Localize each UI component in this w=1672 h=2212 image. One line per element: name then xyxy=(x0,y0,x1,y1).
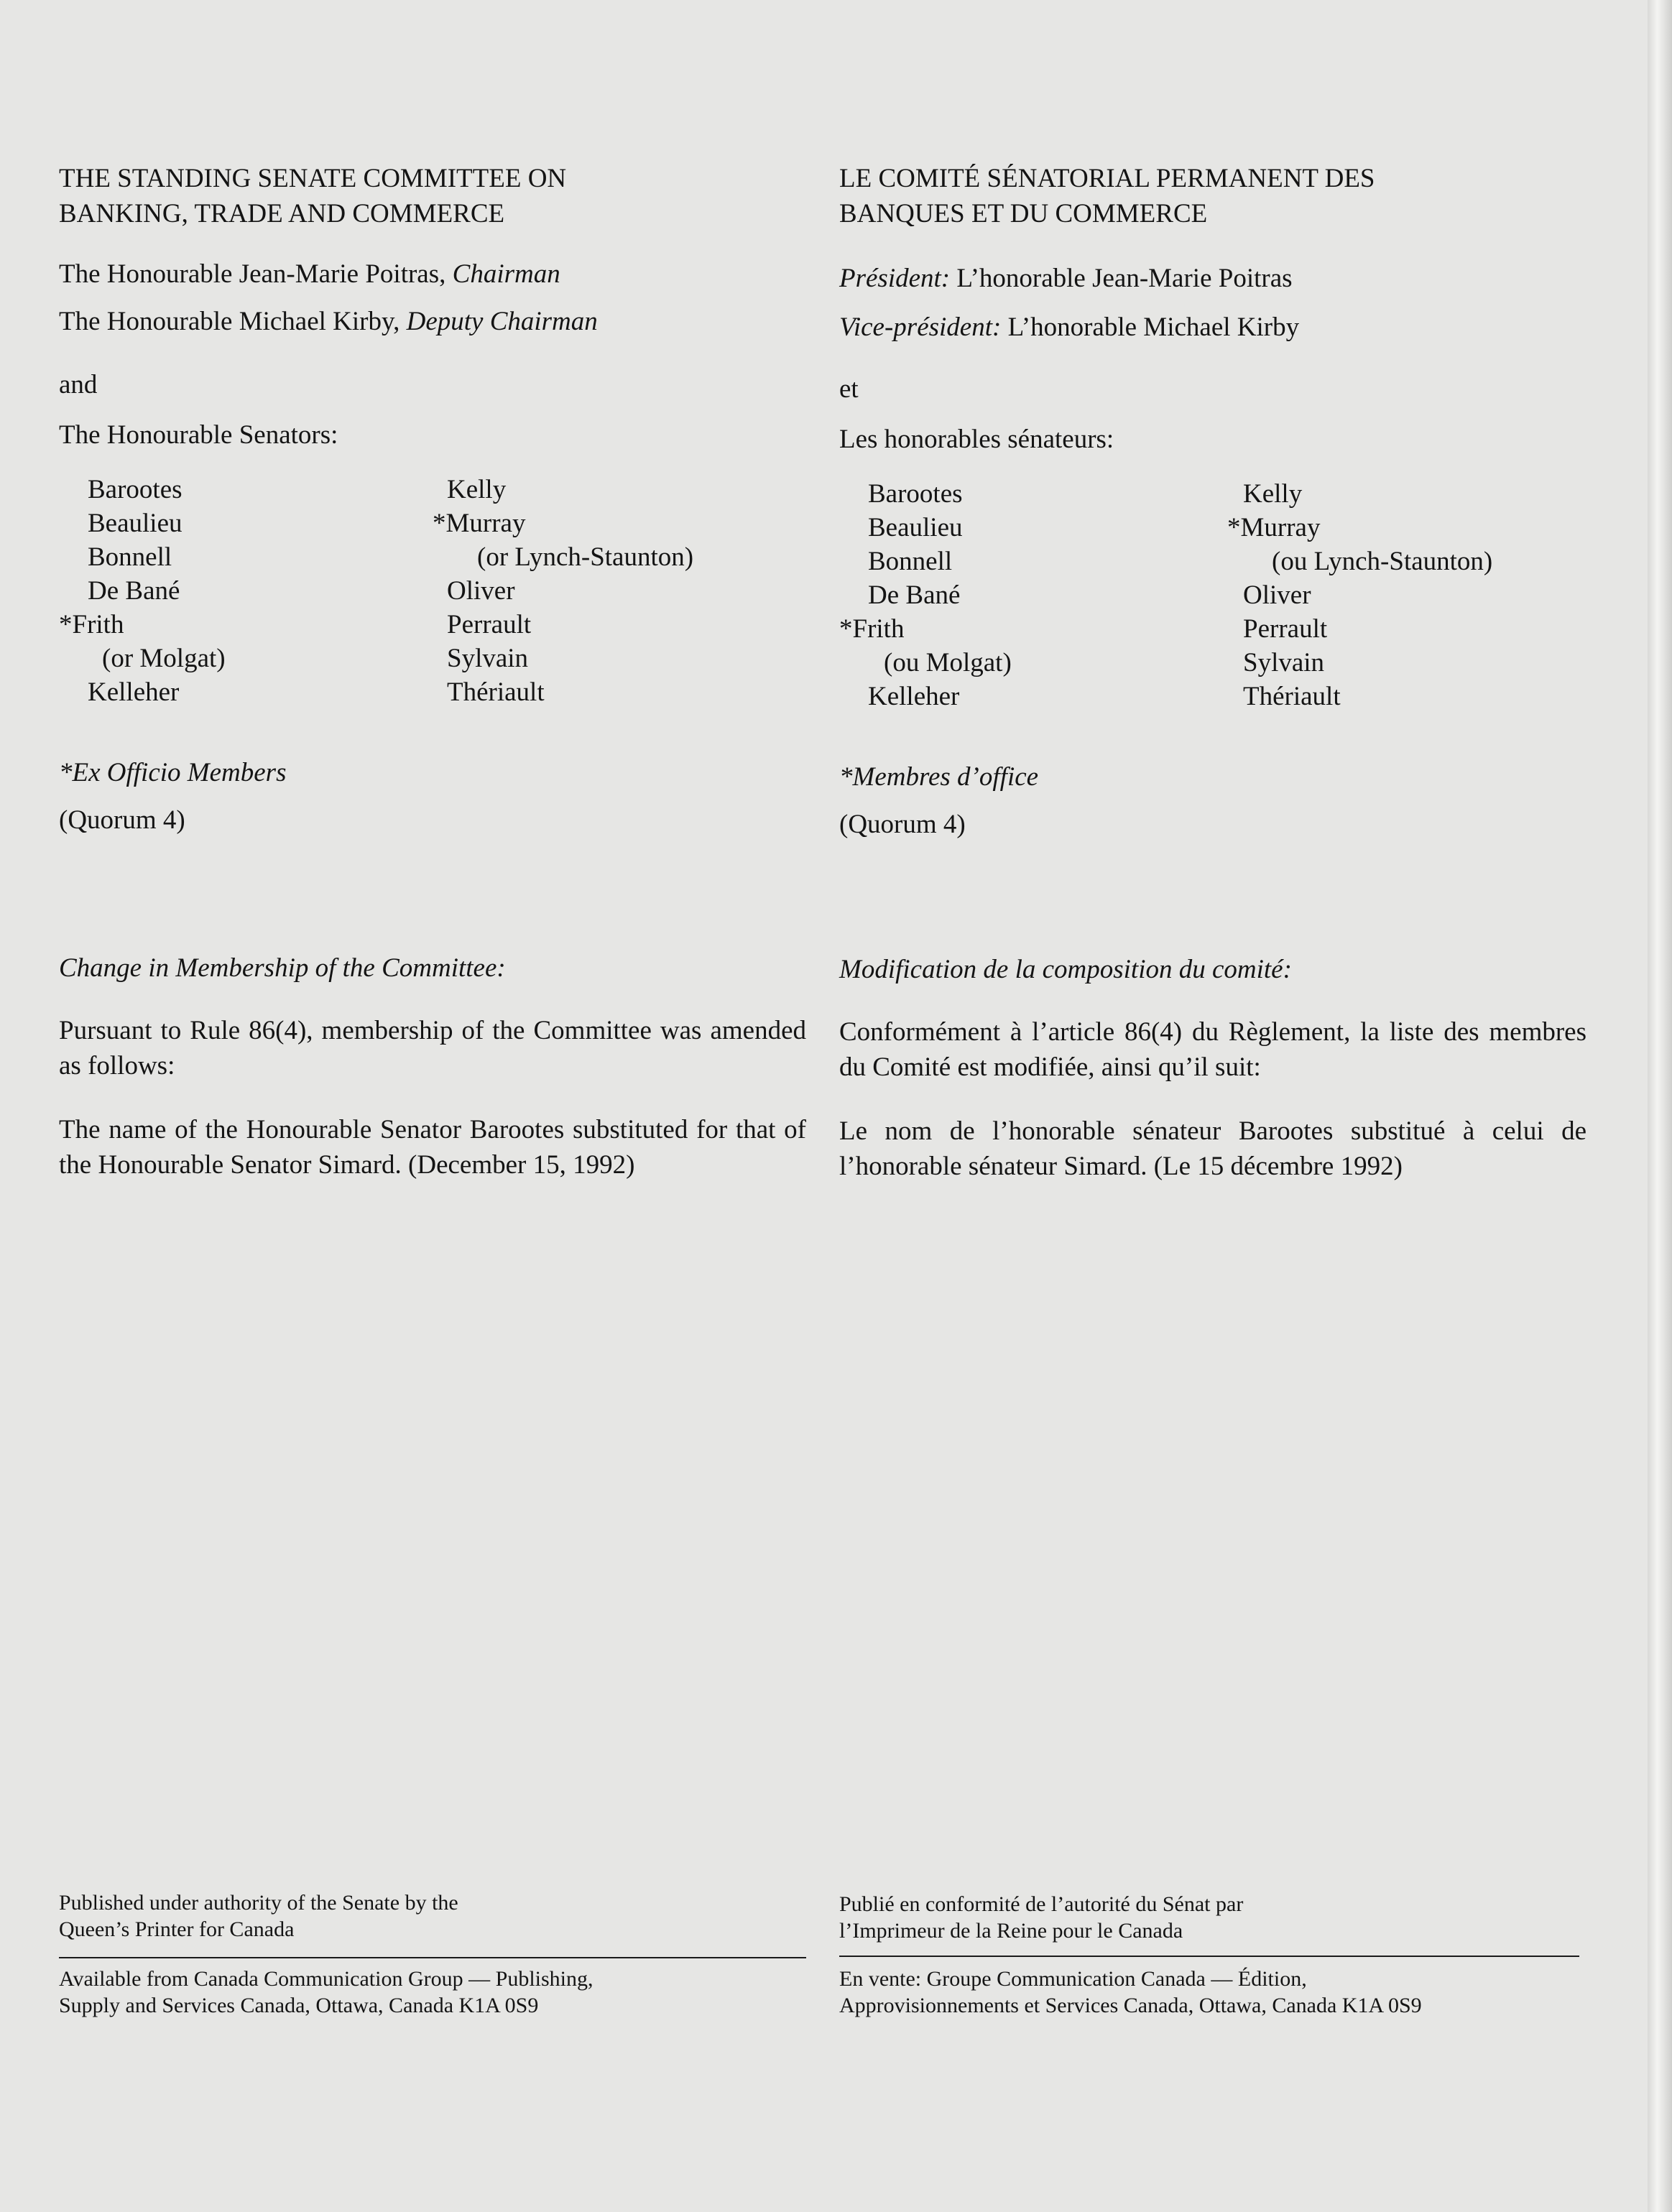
member-name: Thériault xyxy=(1243,682,1341,711)
published-line: Queen’s Printer for Canada xyxy=(59,1917,295,1941)
chairman-line xyxy=(59,257,560,292)
published-line: Published under authority of the Senate by the xyxy=(59,1891,458,1915)
quorum-note: (Quorum 4) xyxy=(839,810,966,839)
member-alternate: (or Molgat) xyxy=(102,644,226,673)
member-name: Oliver xyxy=(447,576,515,606)
published-notice xyxy=(59,1889,458,1943)
vice-president-title: Vice-président: xyxy=(839,313,1002,342)
members-list-left xyxy=(839,477,1170,713)
membership-change-heading: Modification de la composition du comité: xyxy=(839,955,1292,984)
heading-line: LE COMITÉ SÉNATORIAL PERMANENT DES xyxy=(839,164,1375,193)
availability-notice xyxy=(59,1966,593,2019)
ex-officio-note: *Ex Officio Members xyxy=(59,758,287,787)
published-line: Publié en conformité de l’autorité du Sénat par xyxy=(839,1892,1244,1916)
chairman-title: Chairman xyxy=(452,259,560,289)
president-name: L’honorable Jean-Marie Poitras xyxy=(950,264,1293,293)
member-name: Sylvain xyxy=(447,644,529,673)
chairman-name: The Honourable Jean-Marie Poitras, xyxy=(59,259,453,289)
member-name: Barootes xyxy=(88,475,183,504)
president-title: Président: xyxy=(839,264,951,293)
published-line: l’Imprimeur de la Reine pour le Canada xyxy=(839,1919,1183,1943)
availability-line: Available from Canada Communication Group — Publishing, xyxy=(59,1967,593,1991)
committee-heading-fr xyxy=(839,161,1375,231)
member-name: Beaulieu xyxy=(868,513,963,542)
member-name: Bonnell xyxy=(88,542,172,572)
deputy-title: Deputy Chairman xyxy=(406,307,598,336)
member-name: *Murray xyxy=(433,509,526,538)
availability-notice xyxy=(839,1966,1422,2019)
vice-president-line xyxy=(839,310,1299,345)
member-name: Perrault xyxy=(1243,614,1328,644)
page-spine-shadow xyxy=(1648,0,1672,2212)
member-name: Kelly xyxy=(447,475,507,504)
availability-line: Approvisionnements et Services Canada, Ottawa, Canada K1A 0S9 xyxy=(839,1994,1422,2017)
member-alternate: (ou Lynch-Staunton) xyxy=(1272,547,1493,576)
member-name: Perrault xyxy=(447,610,532,639)
heading-line: THE STANDING SENATE COMMITTEE ON xyxy=(59,164,567,193)
membership-change-para: Conformément à l’article 86(4) du Règlement, la liste des membres du Comité est modifiée, ainsi qu’il suit: xyxy=(839,1017,1586,1082)
footer-divider xyxy=(839,1956,1579,1957)
membership-change-para: Pursuant to Rule 86(4), membership of the Committee was amended as follows: xyxy=(59,1016,806,1080)
member-name: Kelly xyxy=(1243,479,1303,509)
member-name: Bonnell xyxy=(868,547,953,576)
and-label: and xyxy=(59,370,98,399)
vice-president-name: L’honorable Michael Kirby xyxy=(1001,313,1300,342)
published-notice xyxy=(839,1891,1243,1944)
membership-change-para: The name of the Honourable Senator Barootes substituted for that of the Honourable Senator Simard. (December 15, 1992) xyxy=(59,1115,806,1180)
member-name: De Bané xyxy=(868,580,961,610)
and-label: et xyxy=(839,374,859,404)
members-list-right xyxy=(433,473,806,709)
heading-line: BANKING, TRADE AND COMMERCE xyxy=(59,199,505,228)
member-name: Barootes xyxy=(868,479,963,509)
heading-line: BANQUES ET DU COMMERCE xyxy=(839,199,1208,228)
member-name: Oliver xyxy=(1243,580,1311,610)
committee-heading-en xyxy=(59,161,566,231)
footer-divider xyxy=(59,1957,806,1958)
deputy-name: The Honourable Michael Kirby, xyxy=(59,307,407,336)
member-name: De Bané xyxy=(88,576,180,606)
member-name: Kelleher xyxy=(868,682,960,711)
quorum-note: (Quorum 4) xyxy=(59,805,185,835)
senators-label: Les honorables sénateurs: xyxy=(839,425,1114,454)
members-list-left xyxy=(59,473,389,709)
president-line xyxy=(839,262,1293,296)
member-name: Sylvain xyxy=(1243,648,1325,677)
membership-change-heading: Change in Membership of the Committee: xyxy=(59,953,506,983)
member-name: *Frith xyxy=(59,610,124,639)
members-list-right xyxy=(1213,477,1586,713)
member-name: Kelleher xyxy=(88,677,180,707)
member-alternate: (ou Molgat) xyxy=(884,648,1012,677)
availability-line: Supply and Services Canada, Ottawa, Canada K1A 0S9 xyxy=(59,1994,539,2017)
availability-line: En vente: Groupe Communication Canada — Édition, xyxy=(839,1967,1307,1991)
member-alternate: (or Lynch-Staunton) xyxy=(477,542,694,572)
senators-label: The Honourable Senators: xyxy=(59,420,338,450)
deputy-chairman-line xyxy=(59,305,598,339)
member-name: Beaulieu xyxy=(88,509,183,538)
member-name: *Murray xyxy=(1227,513,1321,542)
ex-officio-note: *Membres d’office xyxy=(839,762,1039,792)
member-name: *Frith xyxy=(839,614,905,644)
membership-change-para: Le nom de l’honorable sénateur Barootes substitué à celui de l’honorable sénateur Simard. (Le 15 décembre 1992) xyxy=(839,1116,1586,1181)
member-name: Thériault xyxy=(447,677,545,707)
